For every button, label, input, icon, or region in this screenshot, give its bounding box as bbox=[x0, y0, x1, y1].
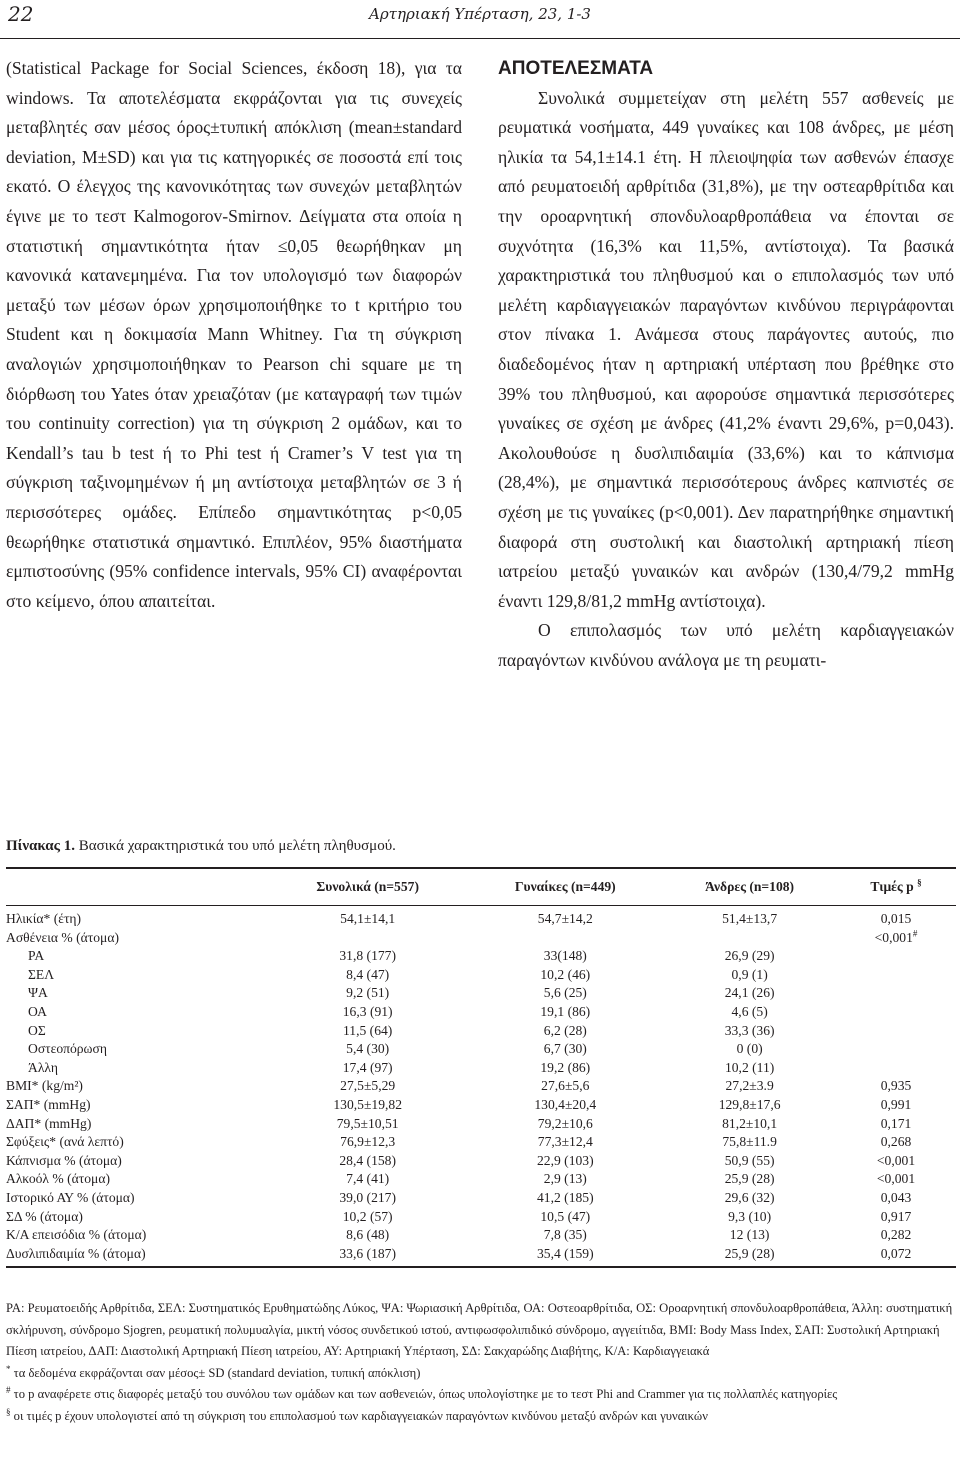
methods-paragraph: (Statistical Package for Social Sciences, έκδοση 18), για τα windows. Τα αποτελέσματα εκφράζονται για τις συνεχείς μεταβλητές σαν μέσος όρος±τυπική απόκλιση (mean±standard deviation, M±SD) και για τις κατηγορικές σε ποσοστά επί τοις εκατό. Ο έλεγχος της κανονικότητας των συνεχών μεταβλητών έγινε με το τεστ Kalmogorov-Smirnov. Δείγματα στα οποία η στατιστική σημαντικότητα ήταν ≤0,05 θεωρήθηκαν μη κανονικά κατανεμημένα. Για τον υπολογισμό των διαφορών μεταξύ των μέσων όρων χρησιμοποιήθηκε το t κριτήριο του Student και η δοκιμασία Mann Whitney. Για τη σύγκριση αναλογιών χρησιμοποιήθηκαν το Pearson chi square με τη διόρθωση του Yates όταν χρειαζόταν (με καταγραφή των τιμών του continuity correction) για τη σύγκριση 2 ομάδων, και το Kendall’s tau b test ή το Phi test ή Cramer’s V test για τη σύγκριση ταξινομημένων ή μη αντίστοιχα μεταβλητών σε 3 ή περισσότερες ομάδες. Επίπεδο σημαντικότητας p<0,05 θεωρήθηκε στατιστικά σημαντικό. Επιπλέον, 95% διαστήματα εμπιστοσύνης (95% confidence intervals, 95% CI) αναφέρονται στο κείμενο, όπου απαιτείται. bbox=[6, 58, 462, 611]
row-label-cell bbox=[6, 1189, 268, 1208]
men-cell bbox=[663, 906, 836, 929]
p-value-cell bbox=[836, 984, 956, 1003]
footnote-abbreviations: ΡΑ: Ρευματοειδής Αρθρίτιδα, ΣΕΛ: Συστηματικός Ερυθηματώδης Λύκος, ΨΑ: Ψωριασική Αρθρίτιδα, ΟΑ: Οστεοαρθρίτιδα, ΟΣ: Οροαρνητική σπονδυλοαρθροπάθεια, Άλλη: συστηματική σκλήρυνση, σύνδρομο Sjogren, ρευματική πολυμυαλγία, μικτή νόσος συνδετικού ιστού, αντιφωσφολιπιδικό σύνδρομο, αγγειίτιδα, BMI: Body Mass Index, ΣΑΠ: Συστολική Αρτηριακή Πίεση ιατρείου, ΔΑΠ: Διαστολική Αρτηριακή Πίεση ιατρείου, ΑΥ: Αρτηριακή Υπέρταση, ΣΔ: Σακχαρώδης Διαβήτης, Κ/Α: Καρδιαγγειακά bbox=[6, 1301, 953, 1359]
women-cell-text: 79,2±10,6 bbox=[537, 1115, 593, 1131]
header-cell-women: Γυναίκες (n=449) bbox=[467, 868, 663, 906]
total-cell bbox=[268, 906, 467, 929]
women-cell bbox=[467, 1170, 663, 1189]
row-label-cell-text: Ιστορικό ΑΥ % (άτομα) bbox=[6, 1189, 135, 1205]
table-row bbox=[6, 1208, 956, 1227]
women-cell bbox=[467, 1226, 663, 1245]
women-cell bbox=[467, 929, 663, 948]
women-cell bbox=[467, 1003, 663, 1022]
row-label-cell bbox=[6, 1226, 268, 1245]
total-cell bbox=[268, 1040, 467, 1059]
men-cell bbox=[663, 1189, 836, 1208]
total-cell bbox=[268, 1059, 467, 1078]
men-cell-text: 25,9 (28) bbox=[724, 1245, 775, 1261]
men-cell bbox=[663, 1226, 836, 1245]
row-label-cell-text: BMI* (kg/m²) bbox=[6, 1078, 83, 1094]
women-cell-text: 54,7±14,2 bbox=[537, 911, 593, 926]
table-row bbox=[6, 1152, 956, 1171]
row-label-cell bbox=[6, 1208, 268, 1227]
men-cell-text: 33,3 (36) bbox=[724, 1022, 775, 1038]
table-header-row bbox=[6, 868, 956, 906]
women-cell bbox=[467, 947, 663, 966]
women-cell-text: 77,3±12,4 bbox=[537, 1134, 593, 1150]
men-cell-text: 9,3 (10) bbox=[728, 1208, 772, 1224]
p-value-cell bbox=[836, 1152, 956, 1171]
running-header bbox=[0, 0, 960, 39]
row-label-cell bbox=[6, 929, 268, 948]
header-cell-total: Συνολικά (n=557) bbox=[268, 868, 467, 906]
row-label-cell-text: Κάπνισμα % (άτομα) bbox=[6, 1152, 122, 1168]
p-value-cell bbox=[836, 947, 956, 966]
women-cell-text: 41,2 (185) bbox=[536, 1189, 594, 1205]
women-cell bbox=[467, 1245, 663, 1268]
total-cell bbox=[268, 1077, 467, 1096]
p-value-cell-text: 0,043 bbox=[880, 1189, 912, 1205]
footnote-section-text: οι τιμές p έχουν υπολογιστεί από τη σύγκριση του επιπολασμού των καρδιαγγειακών παραγόντων κινδύνου μεταξύ ανδρών και γυναικών bbox=[13, 1408, 708, 1423]
p-value-mark: # bbox=[912, 928, 918, 939]
women-cell bbox=[467, 1133, 663, 1152]
journal-title: Αρτηριακή Υπέρταση, 23, 1-3 bbox=[369, 5, 591, 23]
table-row bbox=[6, 1096, 956, 1115]
p-value-cell-text: 0,917 bbox=[880, 1208, 912, 1224]
men-cell-text: 0 (0) bbox=[736, 1041, 763, 1057]
men-cell bbox=[663, 1059, 836, 1078]
women-cell bbox=[467, 984, 663, 1003]
women-cell bbox=[467, 1040, 663, 1059]
row-label-cell-text: ΣΕΛ bbox=[28, 966, 55, 982]
p-value-cell-text: 0,282 bbox=[880, 1227, 912, 1243]
total-cell-text: 76,9±12,3 bbox=[340, 1134, 396, 1150]
footnote-hash-mark: # bbox=[6, 1385, 11, 1396]
men-cell bbox=[663, 1096, 836, 1115]
total-cell-text: 5,4 (30) bbox=[346, 1041, 390, 1057]
women-cell bbox=[467, 906, 663, 929]
footnote-star-text: τα δεδομένα εκφράζονται σαν μέσος± SD (standard deviation, τυπική απόκλιση) bbox=[13, 1365, 421, 1380]
p-value-cell-text: 0,015 bbox=[880, 911, 912, 926]
total-cell-text: 8,4 (47) bbox=[346, 966, 390, 982]
row-label-cell-text: Κ/Α επεισόδια % (άτομα) bbox=[6, 1227, 147, 1243]
men-cell-text: 81,2±10,1 bbox=[722, 1115, 778, 1131]
p-value-cell bbox=[836, 1245, 956, 1268]
table-row bbox=[6, 1115, 956, 1134]
table-row bbox=[6, 1022, 956, 1041]
men-cell-text: 129,8±17,6 bbox=[718, 1096, 781, 1112]
total-cell bbox=[268, 1096, 467, 1115]
header-p-mark: § bbox=[917, 877, 922, 888]
header-cell-men: Άνδρες (n=108) bbox=[663, 868, 836, 906]
women-cell-text: 10,5 (47) bbox=[540, 1208, 591, 1224]
men-cell-text: 27,2±3.9 bbox=[725, 1078, 774, 1094]
row-label-cell bbox=[6, 966, 268, 985]
row-label-cell bbox=[6, 1096, 268, 1115]
total-cell-text: 17,4 (97) bbox=[342, 1059, 393, 1075]
row-label-cell-text: ΨΑ bbox=[28, 985, 48, 1001]
table-row bbox=[6, 1040, 956, 1059]
total-cell-text: 39,0 (217) bbox=[339, 1189, 396, 1205]
table-row bbox=[6, 947, 956, 966]
total-cell bbox=[268, 1115, 467, 1134]
total-cell bbox=[268, 1133, 467, 1152]
p-value-cell bbox=[836, 1003, 956, 1022]
row-label-cell-text: ΣΔ % (άτομα) bbox=[6, 1208, 83, 1224]
p-value-cell-text: 0,072 bbox=[880, 1245, 912, 1261]
table-row bbox=[6, 1059, 956, 1078]
women-cell bbox=[467, 966, 663, 985]
table-row bbox=[6, 906, 956, 929]
men-cell bbox=[663, 966, 836, 985]
table-caption bbox=[6, 838, 396, 855]
row-label-cell bbox=[6, 1077, 268, 1096]
row-label-cell bbox=[6, 947, 268, 966]
page-number: 22 bbox=[8, 2, 34, 26]
men-cell-text: 29,6 (32) bbox=[724, 1189, 775, 1205]
men-cell-text: 0,9 (1) bbox=[731, 966, 768, 982]
total-cell bbox=[268, 984, 467, 1003]
men-cell bbox=[663, 1152, 836, 1171]
row-label-cell bbox=[6, 984, 268, 1003]
total-cell bbox=[268, 1245, 467, 1268]
table-row bbox=[6, 1170, 956, 1189]
p-value-cell bbox=[836, 929, 956, 948]
total-cell bbox=[268, 947, 467, 966]
p-value-cell bbox=[836, 906, 956, 929]
table-caption-label: Πίνακας 1. bbox=[6, 838, 75, 854]
men-cell-text: 75,8±11.9 bbox=[722, 1134, 777, 1150]
women-cell-text: 6,7 (30) bbox=[543, 1041, 587, 1057]
total-cell-text: 16,3 (91) bbox=[342, 1003, 393, 1019]
women-cell bbox=[467, 1059, 663, 1078]
men-cell-text: 50,9 (55) bbox=[724, 1152, 775, 1168]
men-cell-text: 25,9 (28) bbox=[724, 1171, 775, 1187]
men-cell bbox=[663, 1077, 836, 1096]
left-column bbox=[6, 54, 462, 616]
men-cell-text: 24,1 (26) bbox=[724, 985, 775, 1001]
men-cell bbox=[663, 947, 836, 966]
men-cell bbox=[663, 929, 836, 948]
men-cell-text: 4,6 (5) bbox=[731, 1003, 768, 1019]
p-value-cell bbox=[836, 1040, 956, 1059]
row-label-cell-text: ΡΑ bbox=[28, 948, 45, 964]
p-value-cell-text: 0,935 bbox=[880, 1078, 912, 1094]
p-value-cell-text: 0,268 bbox=[880, 1134, 912, 1150]
row-label-cell bbox=[6, 1003, 268, 1022]
total-cell-text: 9,2 (51) bbox=[346, 985, 390, 1001]
women-cell-text: 33(148) bbox=[543, 948, 587, 964]
footnote-hash-text: το p αναφέρετε στις διαφορές μεταξύ του συνόλου των ομάδων και των ασθενειών, όπως υπολογίστηκε με το τεστ Phi and Crammer για τις πολλαπλές κατηγορίες bbox=[13, 1387, 838, 1402]
row-label-cell bbox=[6, 1022, 268, 1041]
men-cell-text: 26,9 (29) bbox=[724, 948, 775, 964]
total-cell-text: 7,4 (41) bbox=[346, 1171, 390, 1187]
row-label-cell-text: ΟΑ bbox=[28, 1003, 47, 1019]
footnote-star-mark: * bbox=[6, 1363, 11, 1374]
table-row bbox=[6, 1133, 956, 1152]
women-cell-text: 35,4 (159) bbox=[536, 1245, 594, 1261]
characteristics-table bbox=[6, 867, 956, 1268]
table-footnotes bbox=[6, 1298, 956, 1428]
women-cell-text: 19,2 (86) bbox=[540, 1059, 591, 1075]
p-value-cell-text: 0,171 bbox=[880, 1115, 912, 1131]
women-cell bbox=[467, 1152, 663, 1171]
women-cell bbox=[467, 1022, 663, 1041]
women-cell-text: 6,2 (28) bbox=[543, 1022, 587, 1038]
row-label-cell bbox=[6, 1059, 268, 1078]
footnote-section-mark: § bbox=[6, 1406, 11, 1417]
section-title-results: ΑΠΟΤΕΛΕΣΜΑΤΑ bbox=[498, 58, 654, 79]
total-cell-text: 33,6 (187) bbox=[339, 1245, 396, 1261]
table-row bbox=[6, 1077, 956, 1096]
footnote-section bbox=[6, 1406, 956, 1428]
total-cell bbox=[268, 966, 467, 985]
p-value-cell bbox=[836, 1077, 956, 1096]
table-row bbox=[6, 1245, 956, 1268]
p-value-cell bbox=[836, 1170, 956, 1189]
men-cell bbox=[663, 1115, 836, 1134]
total-cell-text: 8,6 (48) bbox=[346, 1227, 390, 1243]
men-cell bbox=[663, 1003, 836, 1022]
footnote-hash bbox=[6, 1384, 956, 1406]
p-value-cell bbox=[836, 1059, 956, 1078]
women-cell bbox=[467, 1096, 663, 1115]
total-cell-text: 130,5±19,82 bbox=[333, 1096, 402, 1112]
row-label-cell bbox=[6, 1040, 268, 1059]
men-cell bbox=[663, 1022, 836, 1041]
table-row bbox=[6, 966, 956, 985]
total-cell-text: 54,1±14,1 bbox=[340, 911, 396, 926]
men-cell bbox=[663, 1040, 836, 1059]
header-cell-label bbox=[6, 868, 268, 906]
total-cell bbox=[268, 1189, 467, 1208]
p-value-cell-text: 0,991 bbox=[880, 1096, 912, 1112]
row-label-cell-text: Άλλη bbox=[28, 1059, 58, 1075]
p-value-cell-text: <0,001 bbox=[874, 929, 913, 945]
row-label-cell bbox=[6, 1245, 268, 1268]
p-value-cell bbox=[836, 1096, 956, 1115]
results-paragraph-2: Ο επιπολασμός των υπό μελέτη καρδιαγγειακών παραγόντων κινδύνου ανάλογα με τη ρευματι- bbox=[498, 620, 954, 670]
women-cell bbox=[467, 1077, 663, 1096]
row-label-cell bbox=[6, 1152, 268, 1171]
table-caption-text: Βασικά χαρακτηριστικά του υπό μελέτη πληθυσμού. bbox=[78, 838, 396, 854]
p-value-cell bbox=[836, 1208, 956, 1227]
p-value-cell-text: <0,001 bbox=[876, 1152, 916, 1168]
table-row bbox=[6, 1226, 956, 1245]
table-row bbox=[6, 1189, 956, 1208]
row-label-cell-text: Οστεοπόρωση bbox=[28, 1041, 107, 1057]
total-cell-text: 11,5 (64) bbox=[343, 1022, 393, 1038]
row-label-cell-text: Ηλικία* (έτη) bbox=[6, 911, 82, 926]
p-value-cell-text: <0,001 bbox=[876, 1171, 916, 1187]
men-cell bbox=[663, 1245, 836, 1268]
header-cell-p bbox=[836, 868, 956, 906]
men-cell-text: 12 (13) bbox=[729, 1227, 770, 1243]
row-label-cell-text: Σφύξεις* (ανά λεπτό) bbox=[6, 1134, 124, 1150]
row-label-cell-text: ΣΑΠ* (mmHg) bbox=[6, 1096, 91, 1112]
table-row bbox=[6, 929, 956, 948]
row-label-cell bbox=[6, 1133, 268, 1152]
total-cell bbox=[268, 1208, 467, 1227]
row-label-cell-text: ΟΣ bbox=[28, 1022, 46, 1038]
men-cell bbox=[663, 1133, 836, 1152]
table-row bbox=[6, 1003, 956, 1022]
women-cell bbox=[467, 1189, 663, 1208]
row-label-cell-text: Αλκοόλ % (άτομα) bbox=[6, 1171, 110, 1187]
p-value-cell bbox=[836, 1226, 956, 1245]
p-value-cell bbox=[836, 1022, 956, 1041]
total-cell bbox=[268, 1226, 467, 1245]
women-cell bbox=[467, 1115, 663, 1134]
row-label-cell bbox=[6, 1115, 268, 1134]
row-label-cell-text: Δυσλιπιδαιμία % (άτομα) bbox=[6, 1245, 146, 1261]
total-cell bbox=[268, 1170, 467, 1189]
women-cell-text: 2,9 (13) bbox=[543, 1171, 587, 1187]
men-cell-text: 10,2 (11) bbox=[724, 1059, 775, 1075]
total-cell bbox=[268, 1022, 467, 1041]
table-row bbox=[6, 984, 956, 1003]
p-value-cell bbox=[836, 1189, 956, 1208]
header-p-text: Τιμές p bbox=[870, 878, 914, 894]
men-cell bbox=[663, 984, 836, 1003]
total-cell-text: 79,5±10,51 bbox=[336, 1115, 399, 1131]
women-cell-text: 10,2 (46) bbox=[540, 966, 591, 982]
p-value-cell bbox=[836, 1133, 956, 1152]
men-cell-text: 51,4±13,7 bbox=[722, 911, 778, 926]
women-cell-text: 22,9 (103) bbox=[536, 1152, 594, 1168]
row-label-cell bbox=[6, 1170, 268, 1189]
women-cell bbox=[467, 1208, 663, 1227]
row-label-cell-text: ΔΑΠ* (mmHg) bbox=[6, 1115, 92, 1131]
total-cell bbox=[268, 1003, 467, 1022]
row-label-cell bbox=[6, 906, 268, 929]
total-cell bbox=[268, 1152, 467, 1171]
total-cell-text: 28,4 (158) bbox=[339, 1152, 396, 1168]
total-cell-text: 10,2 (57) bbox=[342, 1208, 393, 1224]
p-value-cell bbox=[836, 966, 956, 985]
men-cell bbox=[663, 1208, 836, 1227]
total-cell-text: 31,8 (177) bbox=[339, 948, 396, 964]
right-column bbox=[498, 54, 954, 675]
total-cell bbox=[268, 929, 467, 948]
women-cell-text: 7,8 (35) bbox=[543, 1227, 587, 1243]
row-label-cell-text: Ασθένεια % (άτομα) bbox=[6, 929, 119, 945]
p-value-cell bbox=[836, 1115, 956, 1134]
women-cell-text: 5,6 (25) bbox=[543, 985, 587, 1001]
total-cell-text: 27,5±5,29 bbox=[340, 1078, 396, 1094]
men-cell bbox=[663, 1170, 836, 1189]
women-cell-text: 19,1 (86) bbox=[540, 1003, 591, 1019]
footnote-star bbox=[6, 1363, 956, 1385]
results-paragraph-1: Συνολικά συμμετείχαν στη μελέτη 557 ασθενείς με ρευματικά νοσήματα, 449 γυναίκες και 108 άνδρες, με μέση ηλικία τα 54,1±14.1 έτη. Η πλειοψηφία των ασθενών έπασχε από ρευματοειδή αρθρίτιδα (31,8%), με την οστεαρθρίτιδα και την οροαρνητική σπονδυλοαρθροπάθεια να έπονται σε συχνότητα (16,3% και 11,5%, αντίστοιχα). Τα βασικά χαρακτηριστικά του πληθυσμού και ο επιπολασμός των υπό μελέτη καρδιαγγειακών παραγόντων κινδύνου περιγράφονται στον πίνακα 1. Ανάμεσα στους παράγοντες αυτούς, πιο διαδεδομένος ήταν η αρτηριακή υπέρταση που βρέθηκε στο 39% του πληθυσμού, και αφορούσε σημαντικά περισσότερες γυναίκες σε σχέση με άνδρες (41,2% έναντι 29,6%, p=0,043). Ακολουθούσε η δυσλιπιδαιμία (33,6%) και το κάπνισμα (28,4%), με σημαντικά περισσότερους άνδρες καπνιστές σε σχέση με τις γυναίκες (p<0,001). Δεν παρατηρήθηκε σημαντική διαφορά στη συστολική και διαστολική αρτηριακή πίεση ιατρείου μεταξύ γυναικών και ανδρών (130,4/79,2 mmHg έναντι 129,8/81,2 mmHg αντίστοιχα). bbox=[498, 87, 954, 611]
women-cell-text: 27,6±5,6 bbox=[541, 1078, 590, 1094]
women-cell-text: 130,4±20,4 bbox=[534, 1096, 597, 1112]
